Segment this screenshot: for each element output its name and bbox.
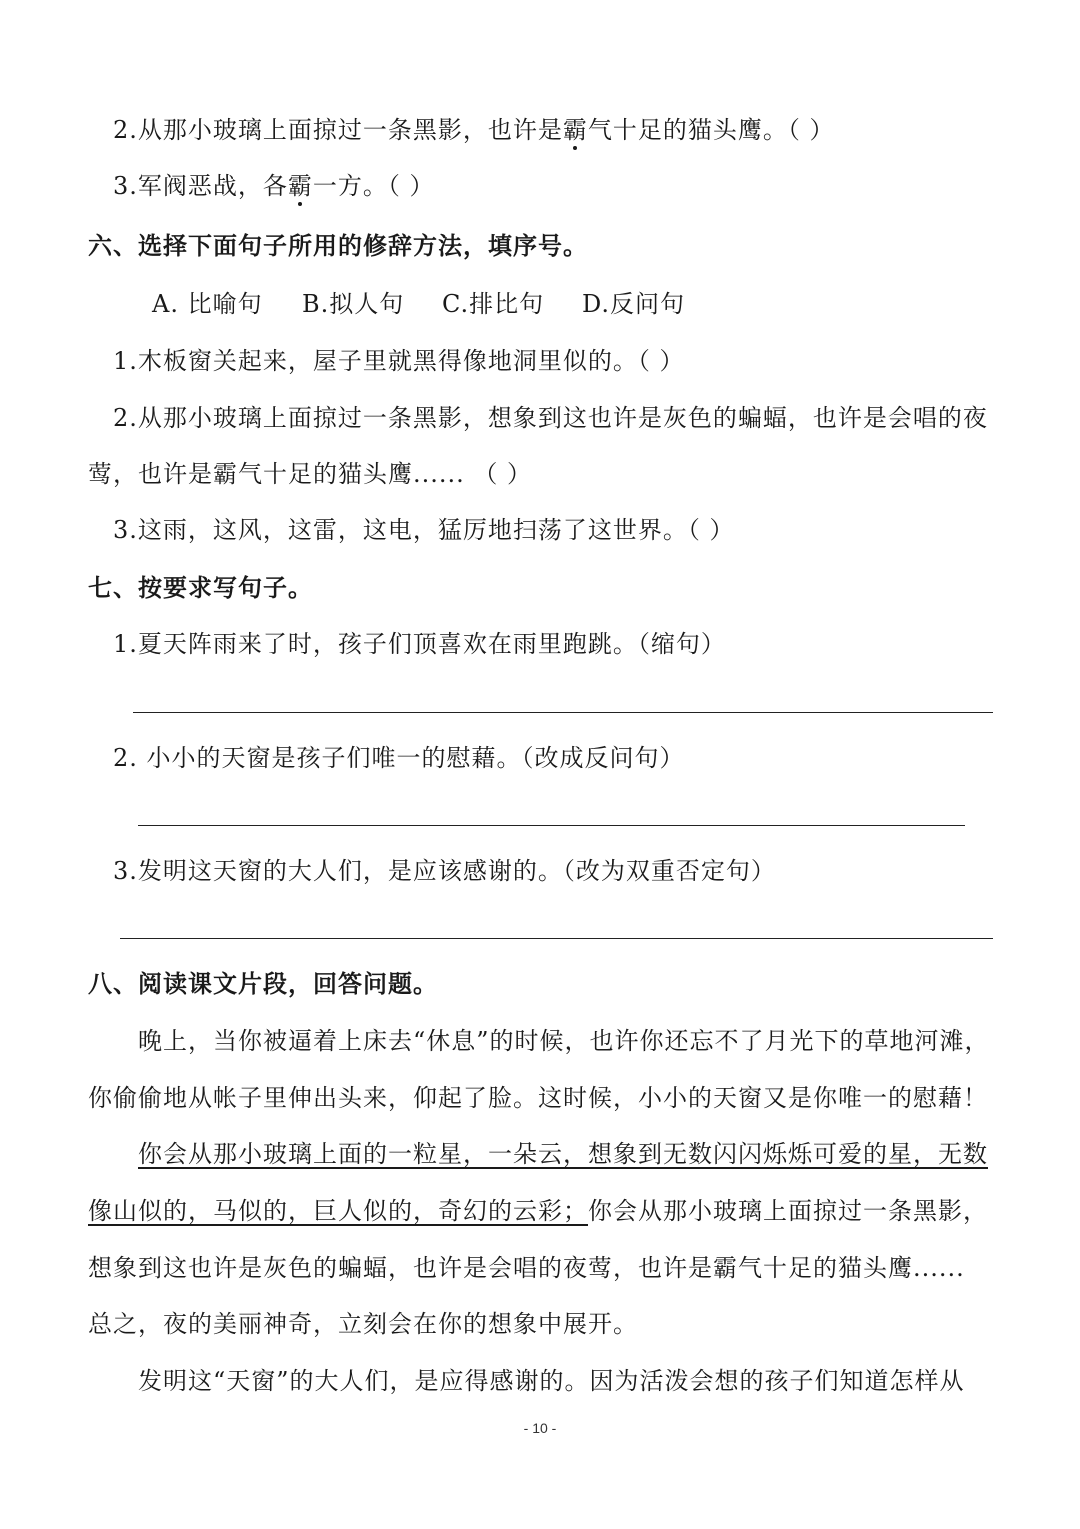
passage-p2-line3: 想象到这也许是灰色的蝙蝠，也许是会唱的夜莺，也许是霸气十足的猫头鹰......	[88, 1254, 965, 1282]
answer-brackets: 一方。（ ）	[312, 172, 435, 200]
question-7-1: 1.夏天阵雨来了时，孩子们顶喜欢在雨里跑跳。（缩句）	[113, 630, 726, 658]
passage-p2-line1-underlined: 你会从那小玻璃上面的一粒星，一朵云，想象到无数闪闪烁烁可爱的星，无数	[138, 1140, 988, 1168]
question-6-2-line1: 2.从那小玻璃上面掠过一条黑影，想象到这也许是灰色的蝙蝠，也许是会唱的夜	[113, 404, 988, 432]
question-6-2-line2: 莺，也许是霸气十足的猫头鹰...... （ ）	[88, 460, 533, 488]
emphasized-char: 霸	[287, 172, 313, 200]
passage-p1-line2: 你偷偷地从帐子里伸出头来，仰起了脸。这时候，小小的天窗又是你唯一的慰藉！	[88, 1084, 988, 1112]
question-text: 3.军阀恶战，各	[113, 172, 288, 200]
answer-line-3	[120, 938, 993, 939]
section-7-heading: 七、按要求写句子。	[88, 574, 313, 602]
option-a: A. 比喻句	[152, 290, 263, 318]
question-6-1: 1.木板窗关起来，屋子里就黑得像地洞里似的。（ ）	[113, 347, 685, 375]
page-number: - 10 -	[523, 1420, 557, 1436]
answer-line-1	[133, 712, 993, 713]
question-7-2: 2. 小小的天窗是孩子们唯一的慰藉。（改成反问句）	[113, 744, 685, 772]
section-6-heading: 六、选择下面句子所用的修辞方法，填序号。	[88, 232, 588, 260]
question-text: 2.从那小玻璃上面掠过一条黑影，也许是	[113, 116, 563, 144]
underlined-phrase: 像山似的，马似的，巨人似的，奇幻的云彩；	[88, 1197, 588, 1225]
passage-text: 你会从那小玻璃上面掠过一条黑影，	[588, 1197, 988, 1225]
rhetoric-options	[152, 288, 685, 320]
section-8-heading: 八、阅读课文片段，回答问题。	[88, 970, 438, 998]
answer-brackets: 气十足的猫头鹰。（ ）	[587, 116, 835, 144]
option-d: D.反问句	[582, 290, 686, 318]
passage-p1-line1: 晚上，当你被逼着上床去“休息”的时候，也许你还忘不了月光下的草地河滩，	[138, 1027, 990, 1055]
question-7-3: 3.发明这天窗的大人们，是应该感谢的。（改为双重否定句）	[113, 857, 776, 885]
passage-p3-line1: 发明这“天窗”的大人们，是应得感谢的。因为活泼会想的孩子们知道怎样从	[138, 1367, 965, 1395]
answer-line-2	[138, 825, 965, 826]
question-5-2	[113, 114, 835, 146]
option-b: B.拟人句	[302, 290, 405, 318]
emphasized-char: 霸	[562, 116, 588, 144]
option-c: C.排比句	[442, 290, 545, 318]
question-5-3	[113, 170, 435, 202]
question-6-3: 3.这雨，这风，这雷，这电，猛厉地扫荡了这世界。（ ）	[113, 516, 735, 544]
passage-p2-line4: 总之，夜的美丽神奇，立刻会在你的想象中展开。	[88, 1310, 638, 1338]
passage-p2-line2	[88, 1195, 988, 1227]
